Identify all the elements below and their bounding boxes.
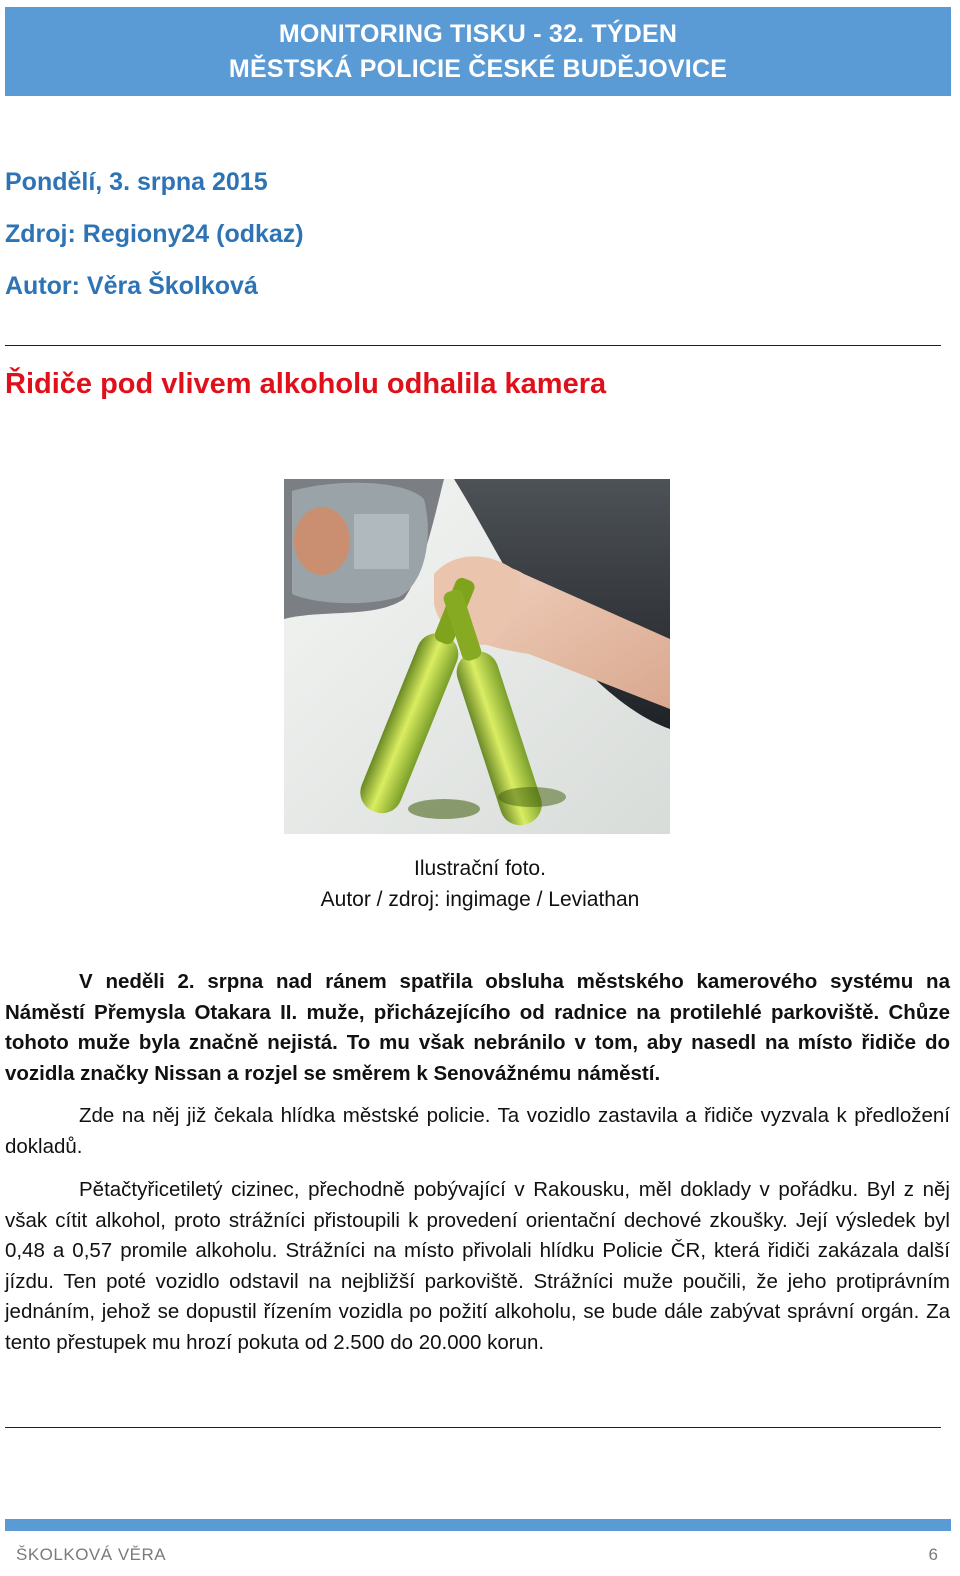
header-title-line2: MĚSTSKÁ POLICIE ČESKÉ BUDĚJOVICE — [228, 55, 728, 83]
photo-drunk-driver-bottles — [284, 479, 670, 834]
article-paragraph-3: Pětačtyřicetiletý cizinec, přechodně pobývající v Rakousku, měl doklady v pořádku. Byl z něj však cítit alkohol, proto strážníci přistoupili k provedení orientační dechové zkoušky. Její výsledek byl 0,48 a 0,57 promile alkoholu. Strážníci na místo přivolali hlídku Policie ČR, která řidiči zakázala další jízdu. Ten poté vozidlo odstavil na nejbližší parkoviště. Strážníci muže poučili, že jeho protiprávním jednáním, jehož se dopustil řízením vozidla po požití alkoholu, se bude dále zabývat správní orgán. Za tento přestupek mu hrozí pokuta od 2.500 do 20.000 korun. — [5, 1178, 950, 1354]
footer-bar — [5, 1519, 951, 1531]
photo-caption — [0, 853, 960, 915]
separator-top — [5, 345, 941, 346]
article-lead: V neděli 2. srpna nad ránem spatřila obsluha městského kamerového systému na Náměstí Přemysla Otakara II. muže, přicházejícího od radnice na protilehlé parkoviště. Chůze tohoto muže byla značně nejistá. To mu však nebránilo v tom, aby nasedl na místo řidiče do vozidla značky Nissan a rozjel se směrem k Senovážnému náměstí. — [5, 970, 950, 1085]
header-title-line1: MONITORING TISKU - 32. TÝDEN — [278, 20, 678, 48]
caption-line1: Ilustrační foto. — [414, 857, 546, 880]
header-banner — [5, 7, 951, 96]
article-date: Pondělí, 3. srpna 2015 — [5, 168, 268, 196]
article-paragraph-2: Zde na něj již čekala hlídka městské policie. Ta vozidlo zastavila a řidiče vyzvala k předložení dokladů. — [5, 1104, 950, 1158]
page-number: 6 — [928, 1545, 938, 1564]
caption-line2: Autor / zdroj: ingimage / Leviathan — [320, 888, 640, 911]
article-title: Řidiče pod vlivem alkoholu odhalila kamera — [5, 368, 607, 400]
article-source: Zdroj: Regiony24 (odkaz) — [5, 220, 304, 248]
separator-bottom — [5, 1427, 941, 1428]
footer-author: ŠKOLKOVÁ VĚRA — [16, 1545, 167, 1564]
article-author: Autor: Věra Školková — [5, 272, 258, 300]
